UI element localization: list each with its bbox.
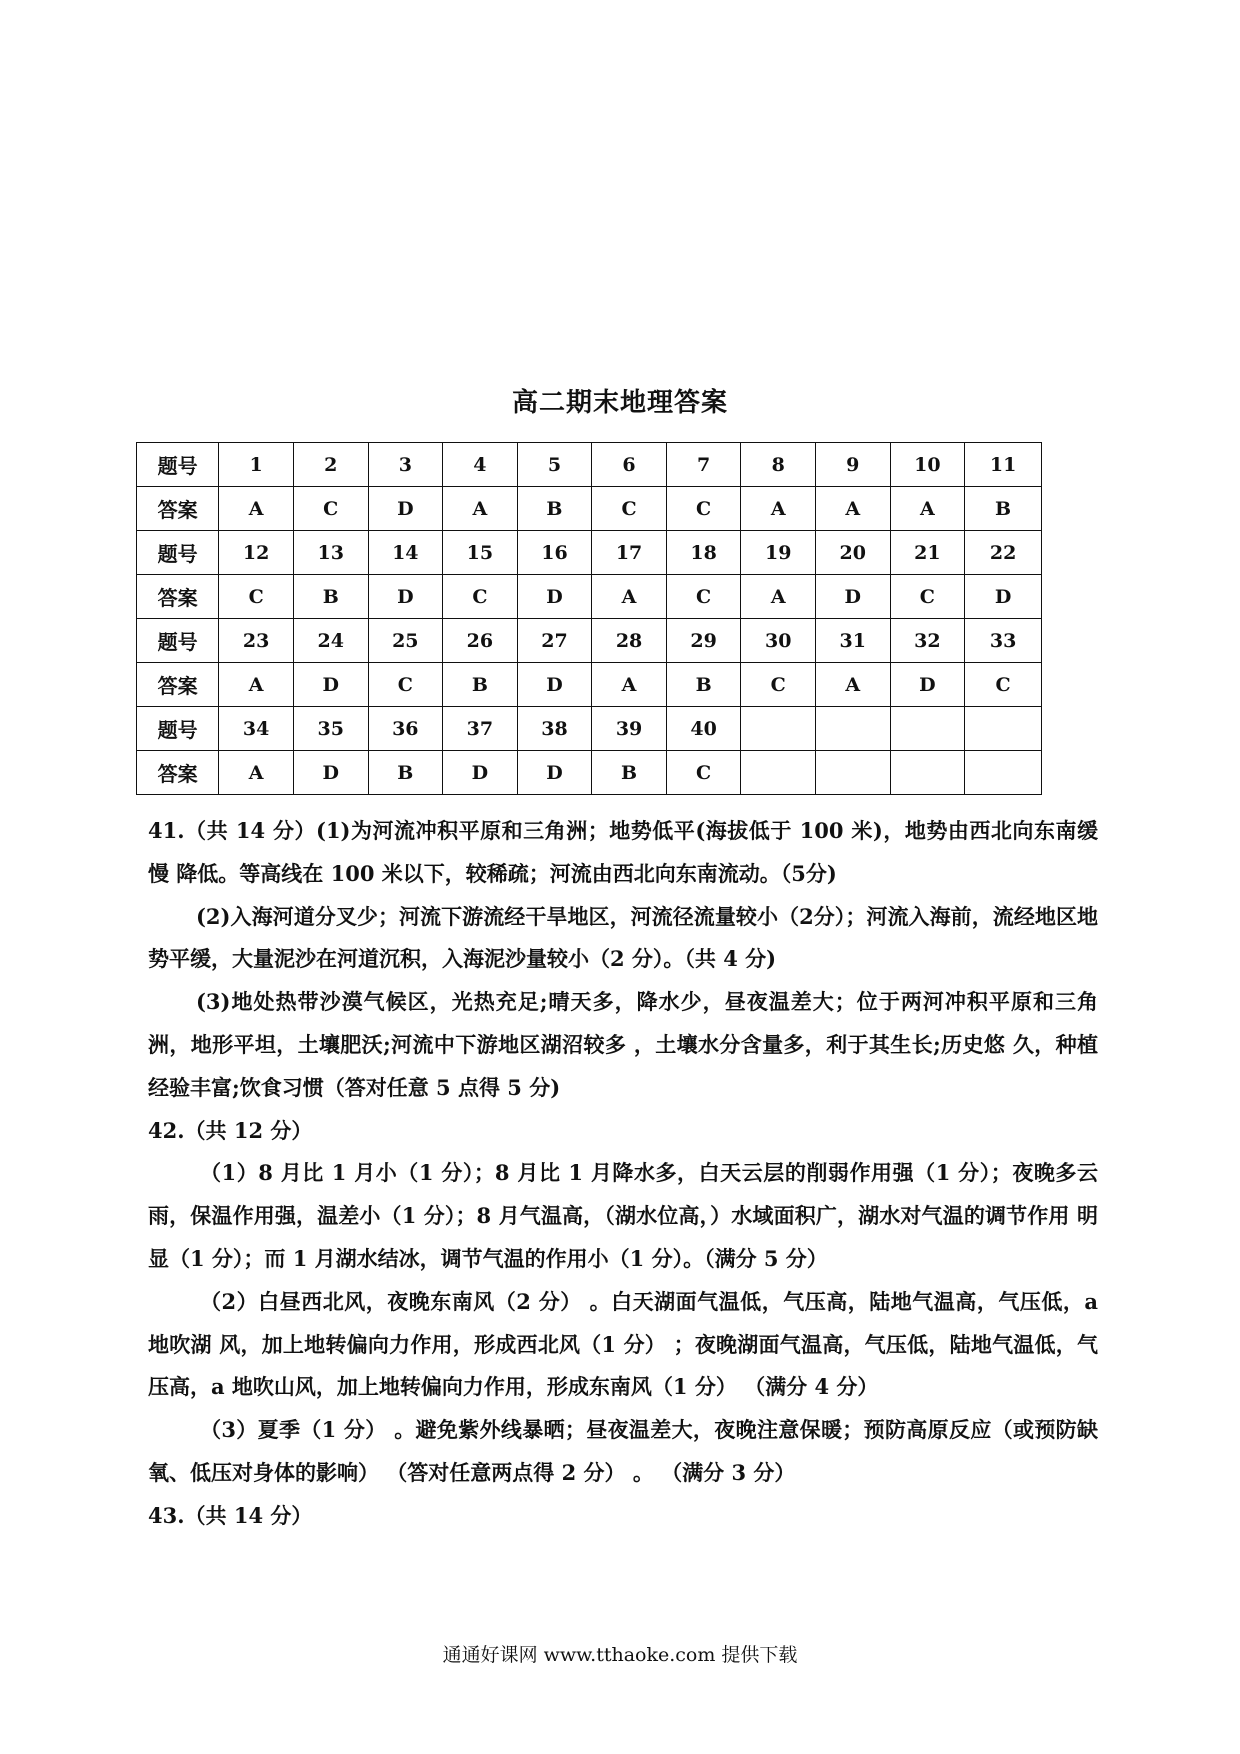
answer-cell: D	[815, 575, 890, 619]
question-number-cell: 36	[368, 707, 443, 751]
answer-row	[137, 487, 1042, 531]
question-number-cell: 3	[368, 443, 443, 487]
answer-cell: C	[219, 575, 294, 619]
question-number-cell: 21	[890, 531, 965, 575]
answer-cell: D	[517, 575, 592, 619]
question-number-cell: 32	[890, 619, 965, 663]
question-row	[137, 707, 1042, 751]
question-row-label: 题号	[137, 531, 219, 575]
answer-cell	[815, 751, 890, 795]
q42-part1: （1）8 月比 1 月小（1 分）；8 月比 1 月降水多，白天云层的削弱作用强（1 分）；夜晚多云雨，保温作用强，温差小（1 分）；8 月气温高，（湖水位高，）水域面积广，湖水对气温的调节作用 明显（1 分）；而 1 月湖水结冰，调节气温的作用小（1 分）。（满分 5 分）	[148, 1160, 1098, 1271]
page-title: 高二期末地理答案	[511, 388, 728, 418]
answer-cell: C	[666, 575, 741, 619]
answer-cell	[965, 751, 1042, 795]
answer-table	[136, 442, 1042, 795]
q41-part3: (3)地处热带沙漠气候区，光热充足;晴天多，降水少，昼夜温差大；位于两河冲积平原和三角 洲，地形平坦，土壤肥沃;河流中下游地区湖沼较多 ，土壤水分含量多，利于其生长;历史悠 久，种植经验丰富;饮食习惯（答对任意 5 点得 5 分)	[148, 989, 1098, 1100]
question-number-cell: 23	[219, 619, 294, 663]
question-number-cell: 18	[666, 531, 741, 575]
question-number-cell: 31	[815, 619, 890, 663]
question-number-cell: 20	[815, 531, 890, 575]
question-number-cell: 24	[293, 619, 368, 663]
question-number-cell: 10	[890, 443, 965, 487]
answer-cell: D	[293, 663, 368, 707]
answer-cell: C	[741, 663, 816, 707]
question-number-cell: 14	[368, 531, 443, 575]
question-number-cell: 35	[293, 707, 368, 751]
answer-cell: A	[219, 487, 294, 531]
answer-cell: A	[219, 663, 294, 707]
answer-cell: C	[293, 487, 368, 531]
answer-cell: D	[890, 663, 965, 707]
answer-row-label: 答案	[137, 487, 219, 531]
answer-cell: B	[443, 663, 518, 707]
answer-cell: A	[890, 487, 965, 531]
answer-cell: D	[293, 751, 368, 795]
answer-row	[137, 663, 1042, 707]
answer-row-label: 答案	[137, 575, 219, 619]
question-number-cell	[890, 707, 965, 751]
question-number-cell: 30	[741, 619, 816, 663]
answer-cell: C	[965, 663, 1042, 707]
question-number-cell: 26	[443, 619, 518, 663]
q41-part1: 41.（共 14 分）(1)为河流冲积平原和三角洲；地势低平(海拔低于 100 米)，地势由西北向东南缓 慢 降低。等高线在 100 米以下，较稀疏；河流由西北向东南流动。（5分)	[148, 818, 1098, 886]
answer-cell: D	[965, 575, 1042, 619]
answer-cell: A	[815, 487, 890, 531]
question-number-cell: 38	[517, 707, 592, 751]
question-number-cell: 9	[815, 443, 890, 487]
question-number-cell: 6	[592, 443, 667, 487]
answer-row	[137, 575, 1042, 619]
question-row	[137, 619, 1042, 663]
question-number-cell: 8	[741, 443, 816, 487]
q42-part2: （2）白昼西北风，夜晚东南风（2 分） 。白天湖面气温低，气压高，陆地气温高，气压低，a 地吹湖 风，加上地转偏向力作用，形成西北风（1 分） ；夜晚湖面气温高，气压低，陆地气温低，气 压高，a 地吹山风，加上地转偏向力作用，形成东南风（1 分） （满分 4 分）	[148, 1288, 1098, 1400]
answer-cell: B	[517, 487, 592, 531]
answer-cell: C	[890, 575, 965, 619]
answer-cell: A	[741, 487, 816, 531]
answer-row	[137, 751, 1042, 795]
answer-cell: C	[592, 487, 667, 531]
answer-cell: B	[368, 751, 443, 795]
answer-row-label: 答案	[137, 751, 219, 795]
question-number-cell	[965, 707, 1042, 751]
question-number-cell: 34	[219, 707, 294, 751]
answer-cell: C	[368, 663, 443, 707]
question-number-cell: 37	[443, 707, 518, 751]
answer-cell: A	[443, 487, 518, 531]
question-row-label: 题号	[137, 707, 219, 751]
question-number-cell: 29	[666, 619, 741, 663]
answer-cell	[741, 751, 816, 795]
answer-cell: B	[592, 751, 667, 795]
answer-body	[148, 810, 1098, 1538]
answer-cell: A	[741, 575, 816, 619]
question-number-cell: 33	[965, 619, 1042, 663]
q43-heading: 43.（共 14 分）	[148, 1502, 313, 1528]
question-number-cell	[741, 707, 816, 751]
question-number-cell: 28	[592, 619, 667, 663]
question-number-cell: 11	[965, 443, 1042, 487]
answer-cell: D	[368, 487, 443, 531]
question-number-cell: 27	[517, 619, 592, 663]
answer-cell: B	[293, 575, 368, 619]
question-number-cell: 1	[219, 443, 294, 487]
answer-cell: A	[219, 751, 294, 795]
answer-cell: C	[666, 487, 741, 531]
answer-cell: A	[592, 575, 667, 619]
question-number-cell: 22	[965, 531, 1042, 575]
question-number-cell: 15	[443, 531, 518, 575]
question-number-cell	[815, 707, 890, 751]
answer-cell: B	[666, 663, 741, 707]
answer-cell: A	[815, 663, 890, 707]
question-number-cell: 13	[293, 531, 368, 575]
question-number-cell: 16	[517, 531, 592, 575]
q42-heading: 42.（共 12 分）	[148, 1117, 313, 1143]
answer-cell: D	[517, 663, 592, 707]
answer-cell: C	[443, 575, 518, 619]
answer-cell: A	[592, 663, 667, 707]
answer-table-body	[137, 443, 1042, 795]
question-number-cell: 4	[443, 443, 518, 487]
question-number-cell: 12	[219, 531, 294, 575]
question-number-cell: 25	[368, 619, 443, 663]
question-number-cell: 17	[592, 531, 667, 575]
question-row	[137, 531, 1042, 575]
answer-cell: D	[368, 575, 443, 619]
answer-cell: B	[965, 487, 1042, 531]
question-number-cell: 5	[517, 443, 592, 487]
answer-cell: D	[443, 751, 518, 795]
answer-row-label: 答案	[137, 663, 219, 707]
answer-cell: C	[666, 751, 741, 795]
q42-part3: （3）夏季（1 分） 。避免紫外线暴晒；昼夜温差大，夜晚注意保暖；预防高原反应（或预防缺氧、低压对身体的影响） （答对任意两点得 2 分） 。 （满分 3 分）	[148, 1417, 1098, 1485]
answer-cell: D	[517, 751, 592, 795]
question-row-label: 题号	[137, 443, 219, 487]
question-number-cell: 7	[666, 443, 741, 487]
question-number-cell: 39	[592, 707, 667, 751]
page-footer: 通通好课网 www.tthaoke.com 提供下载	[442, 1644, 798, 1666]
q41-part2: (2)入海河道分叉少；河流下游流经干旱地区，河流径流量较小（2分）；河流入海前，流经地区地势平缓，大量泥沙在河道沉积，入海泥沙量较小（2 分）。（共 4 分)	[148, 903, 1098, 972]
question-number-cell: 40	[666, 707, 741, 751]
answer-cell	[890, 751, 965, 795]
question-row	[137, 443, 1042, 487]
question-row-label: 题号	[137, 619, 219, 663]
question-number-cell: 19	[741, 531, 816, 575]
question-number-cell: 2	[293, 443, 368, 487]
